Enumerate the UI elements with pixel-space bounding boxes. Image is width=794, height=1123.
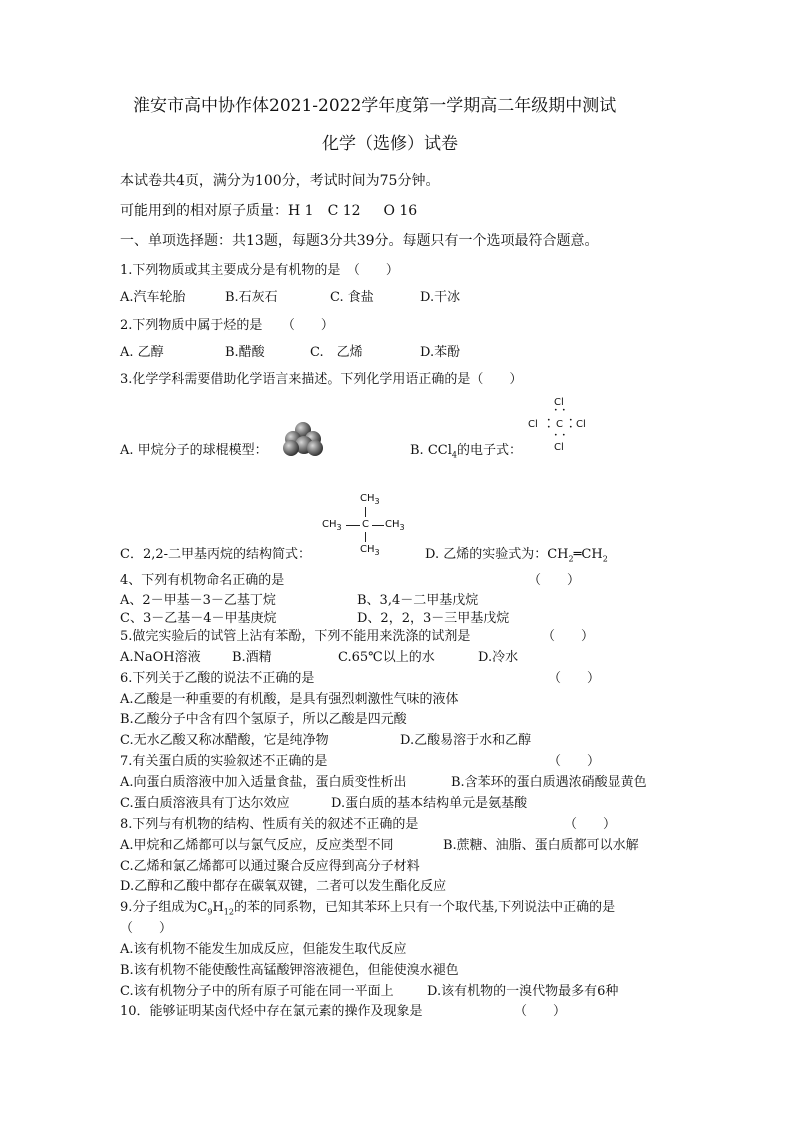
question-5-option-a: A.NaOH溶液 <box>120 650 201 665</box>
question-4-option-c: C、3－乙基－4－甲基庚烷 <box>120 611 277 626</box>
methane-ball-model-icon <box>283 422 323 456</box>
ccl4-dot: • <box>554 407 558 414</box>
ccl4-dot: • <box>562 432 566 439</box>
question-10-stem: 10．能够证明某卤代烃中存在氯元素的操作及现象是 <box>120 1004 423 1019</box>
ccl4-dot: • <box>547 417 551 424</box>
question-4-stem: 4、下列有机物命名正确的是 <box>120 573 285 588</box>
question-6-answer-paren: （ ） <box>548 671 601 686</box>
question-1-option-b: B.石灰石 <box>225 290 278 305</box>
ccl4-center-c: C <box>556 419 563 430</box>
question-5-option-d: D.冷水 <box>478 650 519 665</box>
question-7-stem: 7.有关蛋白质的实验叙述不正确的是 <box>120 754 328 769</box>
question-9-option-c: C.该有机物分子中的所有原子可能在同一平面上 <box>120 984 394 999</box>
question-5-option-c: C.65℃以上的水 <box>338 650 435 665</box>
ccl4-right-cl: Cl <box>576 419 586 430</box>
question-9-stem: 9.分子组成为$C_9H_{12}$的苯的同系物，已知其苯环上只有一个取代基,下列说法中正确的是 <box>120 900 616 917</box>
question-5-option-b: B.酒精 <box>232 650 272 665</box>
neo-bond-up <box>365 507 366 517</box>
question-3-option-d: D. 乙烯的实验式为：$CH_2═CH_2$ <box>425 547 608 564</box>
question-8-option-d: D.乙醇和乙酸中都存在碳氧双键，二者可以发生酯化反应 <box>120 879 447 894</box>
question-3-option-b: B. CCl$_4$的电子式： <box>410 443 522 460</box>
ccl4-top-cl: Cl <box>554 397 564 408</box>
question-4-option-d: D、2，2，3－三甲基戊烷 <box>357 611 510 626</box>
question-9-option-a: A.该有机物不能发生加成反应，但能发生取代反应 <box>120 942 407 957</box>
neo-bond-down <box>365 532 366 542</box>
question-6-option-c: C.无水乙酸又称冰醋酸，它是纯净物 <box>120 733 329 748</box>
neopentane-structure <box>322 494 412 558</box>
ccl4-bottom-cl: Cl <box>554 442 564 453</box>
ccl4-left-cl: Cl <box>528 419 538 430</box>
question-3-stem: 3.化学学科需要借助化学语言来描述。下列化学用语正确的是（ ） <box>120 372 523 387</box>
neo-center: C <box>362 519 369 530</box>
question-9-answer-paren: （ ） <box>120 921 173 936</box>
neo-top: $CH_3$ <box>360 493 380 506</box>
question-7-option-a: A.向蛋白质溶液中加入适量食盐，蛋白质变性析出 <box>120 775 407 790</box>
question-1-option-c: C. 食盐 <box>330 290 374 305</box>
ccl4-dot: • <box>554 432 558 439</box>
question-4-option-a: A、2－甲基－3－乙基丁烷 <box>120 593 276 608</box>
question-3-option-a: A. 甲烷分子的球棍模型： <box>120 443 268 458</box>
question-2-option-d: D.苯酚 <box>420 345 461 360</box>
question-7-option-d: D.蛋白质的基本结构单元是氨基酸 <box>331 796 528 811</box>
ccl4-dot: • <box>569 417 573 424</box>
question-1-option-a: A.汽车轮胎 <box>120 290 186 305</box>
question-2-option-c: C. 乙烯 <box>310 345 363 360</box>
question-3-option-c: C．2,2-二甲基丙烷的结构简式： <box>120 547 312 562</box>
question-6-option-a: A.乙酸是一种重要的有机酸，是具有强烈刺激性气味的液体 <box>120 692 459 707</box>
question-6-option-d: D.乙酸易溶于水和乙醇 <box>400 733 532 748</box>
ccl4-dot: • <box>547 424 551 431</box>
question-7-answer-paren: （ ） <box>548 754 601 769</box>
question-1-stem: 1.下列物质或其主要成分是有机物的是 （ ） <box>120 263 399 278</box>
question-5-stem: 5.做完实验后的试管上沾有苯酚，下列不能用来洗涤的试剂是 <box>120 629 471 644</box>
question-1-option-d: D.干冰 <box>420 290 461 305</box>
question-4-answer-paren: （ ） <box>528 573 581 588</box>
question-6-stem: 6.下列关于乙酸的说法不正确的是 <box>120 671 315 686</box>
question-4-option-b: B、3,4－二甲基戊烷 <box>357 593 479 608</box>
atomic-mass-info: 可能用到的相对原子质量：H 1 C 12 O 16 <box>120 203 418 219</box>
question-6-option-b: B.乙酸分子中含有四个氢原子，所以乙酸是四元酸 <box>120 712 407 727</box>
question-8-option-b: B.蔗糖、油脂、蛋白质都可以水解 <box>443 838 639 853</box>
question-8-stem: 8.下列与有机物的结构、性质有关的叙述不正确的是 <box>120 817 419 832</box>
neo-bottom: $CH_3$ <box>360 544 380 557</box>
question-8-answer-paren: （ ） <box>564 817 617 832</box>
ccl4-electron-formula <box>528 398 598 458</box>
question-8-option-a: A.甲烷和乙烯都可以与氯气反应，反应类型不同 <box>120 838 394 853</box>
question-2-option-b: B.醋酸 <box>225 345 265 360</box>
page-subtitle: 化学（选修）试卷 <box>322 134 458 154</box>
question-7-option-b: B.含苯环的蛋白质遇浓硝酸显黄色 <box>451 775 647 790</box>
ccl4-dot: • <box>562 407 566 414</box>
question-8-option-c: C.乙烯和氯乙烯都可以通过聚合反应得到高分子材料 <box>120 859 420 874</box>
question-9-option-d: D.该有机物的一溴代物最多有6种 <box>427 984 619 999</box>
neo-right: $CH_3$ <box>385 519 405 532</box>
question-10-answer-paren: （ ） <box>514 1004 567 1019</box>
ccl4-dot: • <box>569 424 573 431</box>
question-2-stem: 2.下列物质中属于烃的是 （ ） <box>120 318 334 333</box>
question-5-answer-paren: （ ） <box>542 629 595 644</box>
question-2-option-a: A. 乙醇 <box>120 345 164 360</box>
exam-info: 本试卷共4页，满分为100分，考试时间为75分钟。 <box>120 173 440 189</box>
section-heading: 一、单项选择题：共13题，每题3分共39分。每题只有一个选项最符合题意。 <box>120 233 599 249</box>
neo-bond-right <box>372 525 384 526</box>
neo-bond-left <box>346 525 360 526</box>
page-title: 淮安市高中协作体2021-2022学年度第一学期高二年级期中测试 <box>133 96 617 116</box>
question-7-option-c: C.蛋白质溶液具有丁达尔效应 <box>120 796 290 811</box>
neo-left: $CH_3$ <box>322 519 342 532</box>
question-9-option-b: B.该有机物不能使酸性高锰酸钾溶液褪色，但能使溴水褪色 <box>120 963 459 978</box>
